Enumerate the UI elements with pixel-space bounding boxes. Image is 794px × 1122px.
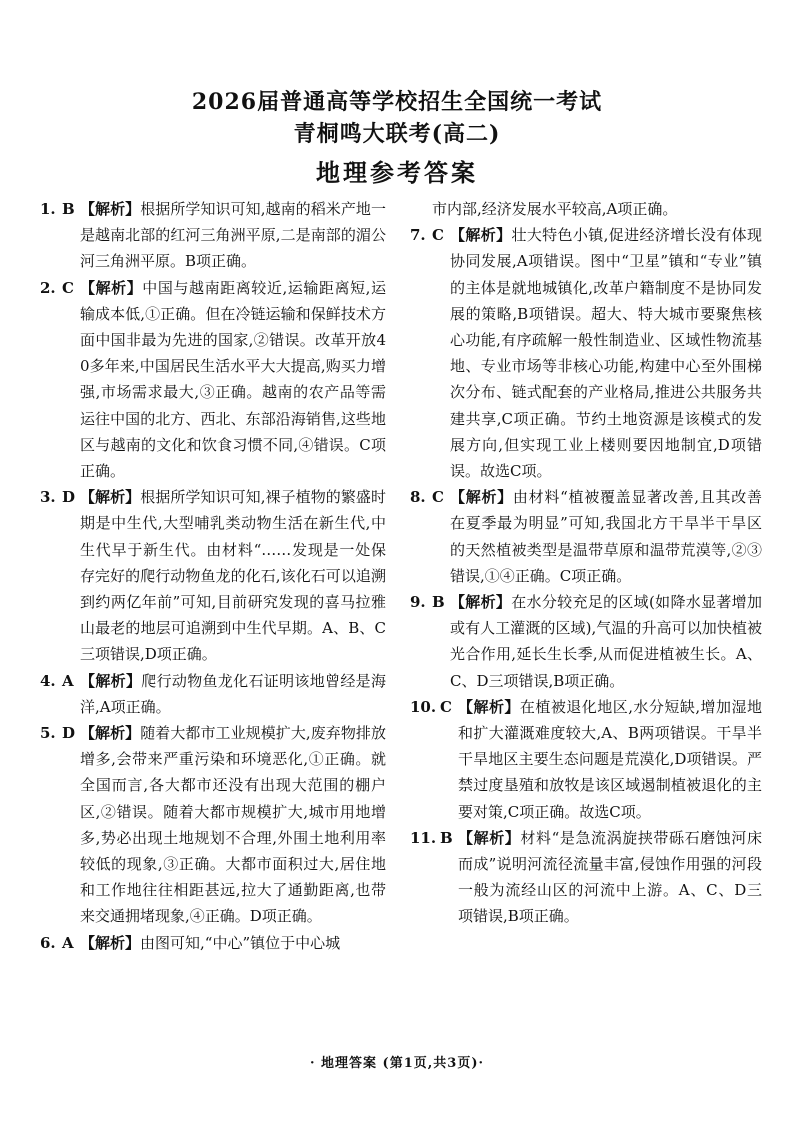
analysis-tag: 【解析】	[80, 933, 141, 952]
analysis-tag: 【解析】	[450, 488, 513, 507]
explanation-text: 壮大特色小镇,促进经济增长没有体现协同发展,A项错误。图中“卫星”镇和“专业”镇的主体是就地城镇化,改革户籍制度不是协同发展的策略,B项错误。超大、特大城市要聚焦核心功能,有序疏解一般性制造业、区域性物流基地、专业市场等非核心功能,构建中心至外围梯次分布、链式配套的产业格局,推进公共服务共建共享,C项正确。节约土地资源是该模式的发展方向,但实现工业上楼则要因地制宜,D项错误。故选C项。	[450, 226, 762, 481]
answer-item-6	[40, 930, 386, 956]
explanation-text: 由图可知,“中心”镇位于中心城	[140, 933, 341, 952]
answer-letter: C	[62, 278, 74, 297]
explanation	[450, 484, 762, 589]
answer-letter: C	[440, 697, 452, 716]
explanation	[80, 930, 386, 956]
explanation-text: 根据所学知识可知,裸子植物的繁盛时期是中生代,大型哺乳类动物生活在新生代,中生代早于新生代。由材料“……发现是一处保存完好的爬行动物鱼龙的化石,该化石可以追溯到约两亿年前”可知,目前研究发现的喜马拉雅山最老的地层可追溯到中生代早期。A、B、C三项错误,D项正确。	[80, 488, 386, 664]
answer-item-9	[410, 589, 762, 694]
explanation-text: 随着大都市工业规模扩大,废弃物排放增多,会带来严重污染和环境恶化,①正确。就全国而言,各大都市还没有出现大范围的棚户区,②错误。随着大都市规模扩大,城市用地增多,势必出现土地规划不合理,外围土地利用率较低的现象,③正确。大都市面积过大,居住地和工作地往往相距甚远,拉大了通勤距离,也带来交通拥堵现象,④正确。D项正确。	[80, 724, 386, 926]
question-number: 11.	[410, 828, 437, 847]
answer-letter: C	[432, 226, 444, 245]
analysis-tag: 【解析】	[80, 724, 141, 743]
answer-item-1	[40, 196, 386, 275]
exam-subtitle: 青桐鸣大联考(高二)	[293, 121, 501, 147]
right-column	[410, 196, 762, 930]
question-number: 9.	[410, 593, 426, 612]
analysis-tag: 【解析】	[450, 593, 512, 612]
answer-item-5	[40, 720, 386, 930]
page-footer: · 地理答案 (第1页,共3页)·	[309, 1056, 485, 1071]
question-number: 2.	[40, 278, 56, 297]
explanation-text: 爬行动物鱼龙化石证明该地曾经是海洋,A项正确。	[80, 671, 386, 716]
answer-letter: C	[432, 488, 444, 507]
answer-item-7	[410, 222, 762, 484]
subject-title: 地理参考答案	[316, 158, 478, 187]
answer-letter: B	[440, 828, 453, 847]
answer-item-4	[40, 668, 386, 720]
answer-letter: B	[62, 200, 75, 218]
answer-item-10	[410, 694, 762, 825]
answer-item-3	[40, 484, 386, 667]
explanation-text: 材料“是急流涡旋挟带砾石磨蚀河床而成”说明河流径流量丰富,侵蚀作用强的河段一般为流经山区的河流中上游。A、C、D三项错误,B项正确。	[458, 828, 762, 926]
answer-item-8	[410, 484, 762, 589]
explanation	[458, 825, 762, 930]
explanation	[450, 589, 762, 694]
answer-item-2	[40, 275, 386, 485]
explanation-text: 在水分较充足的区域(如降水显著增加或有人工灌溉的区域),气温的升高可以加快植被光合作用,延长生长季,从而促进植被生长。A、C、D三项错误,B项正确。	[450, 593, 762, 690]
answer-letter: D	[62, 488, 76, 507]
explanation	[80, 196, 386, 275]
explanation-text: 在植被退化地区,水分短缺,增加湿地和扩大灌溉难度较大,A、B两项错误。干旱半干旱地区主要生态问题是荒漠化,D项错误。严禁过度垦殖和放牧是该区域遏制植被退化的主要对策,C项正确。故选C项。	[458, 697, 762, 821]
question-number: 6.	[40, 933, 56, 952]
question-number: 1.	[40, 200, 56, 218]
question-number: 5.	[40, 724, 56, 743]
analysis-tag: 【解析】	[458, 697, 520, 716]
explanation	[80, 275, 386, 485]
left-column	[40, 196, 386, 956]
explanation	[450, 222, 762, 484]
exam-title: 2026届普通高等学校招生全国统一考试	[191, 89, 603, 115]
answer-item-11	[410, 825, 762, 930]
analysis-tag: 【解析】	[80, 200, 141, 218]
explanation-text: 中国与越南距离较近,运输距离短,运输成本低,①正确。但在冷链运输和保鲜技术方面中国非最为先进的国家,②错误。改革开放40多年来,中国居民生活水平大大提高,购买力增强,市场需求最大,③正确。越南的农产品等需运往中国的北方、西北、东部沿海销售,这些地区与越南的文化和饮食习惯不同,④错误。C项正确。	[80, 278, 386, 481]
answer-letter: A	[62, 671, 74, 690]
explanation	[458, 694, 762, 825]
document-header	[0, 88, 794, 188]
question-number: 4.	[40, 671, 56, 690]
answer-letter: A	[62, 933, 74, 952]
question-number: 8.	[410, 488, 426, 507]
analysis-tag: 【解析】	[80, 671, 142, 690]
analysis-tag: 【解析】	[80, 278, 143, 297]
analysis-tag: 【解析】	[80, 488, 141, 507]
question-number: 7.	[410, 226, 426, 245]
question-number: 3.	[40, 488, 56, 507]
analysis-tag: 【解析】	[458, 828, 521, 847]
explanation-text: 由材料“植被覆盖显著改善,且其改善在夏季最为明显”可知,我国北方干旱半干旱区的天然植被类型是温带草原和温带荒漠等,②③错误,①④正确。C项正确。	[450, 488, 762, 585]
explanation	[80, 484, 386, 667]
question-number: 10.	[410, 697, 437, 716]
answer-letter: B	[432, 593, 445, 612]
explanation	[80, 720, 386, 930]
explanation-text: 根据所学知识可知,越南的稻米产地一是越南北部的红河三角洲平原,二是南部的湄公河三角洲平原。B项正确。	[80, 200, 386, 271]
answer-letter: D	[62, 724, 76, 743]
explanation	[80, 668, 386, 720]
analysis-tag: 【解析】	[450, 226, 512, 245]
answer-6-continuation: 市内部,经济发展水平较高,A项正确。	[432, 200, 678, 218]
